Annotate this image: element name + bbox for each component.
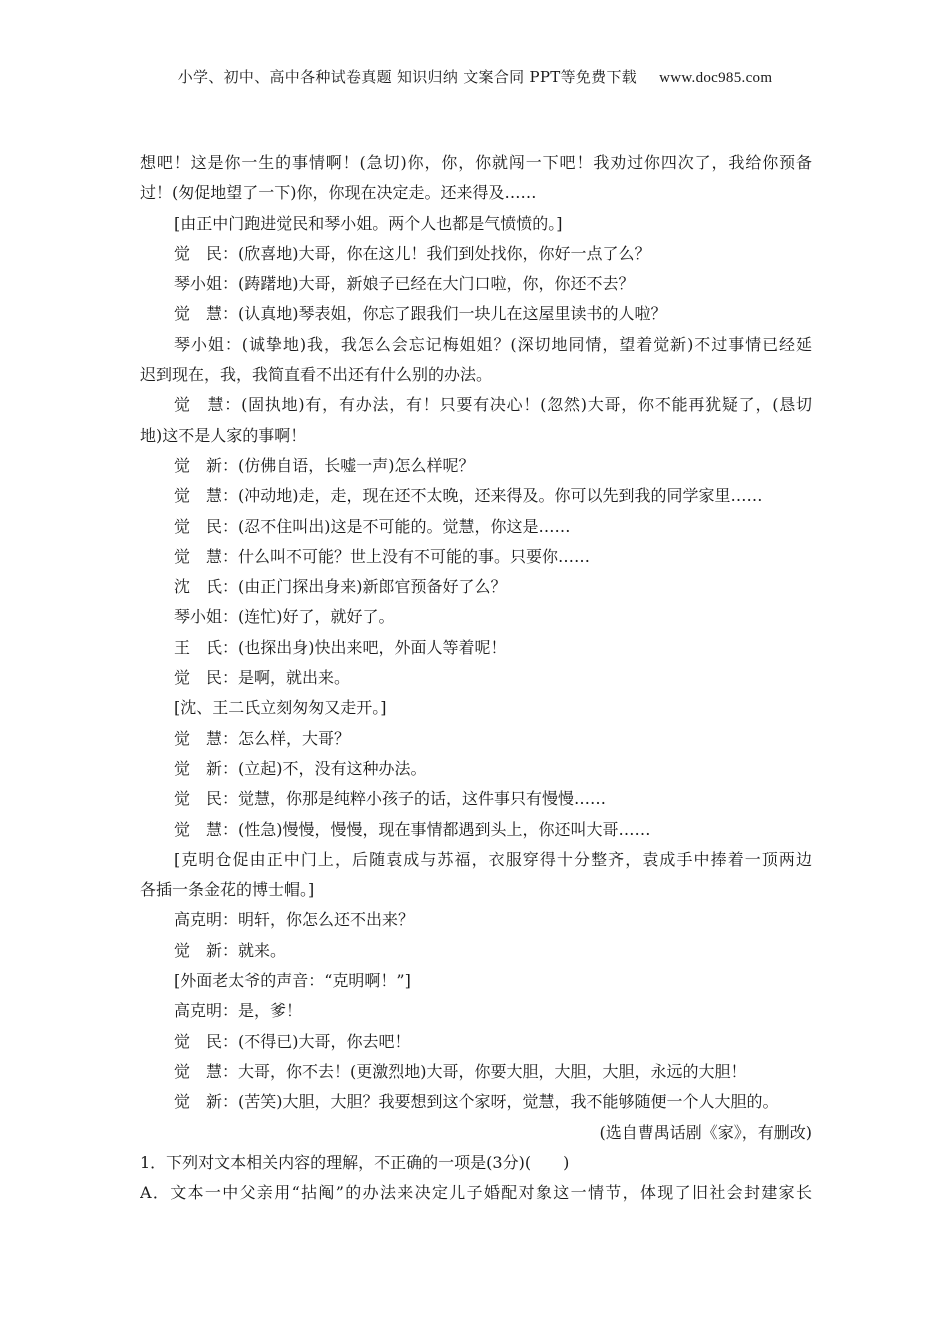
text-line: A．文本一中父亲用“拈阄”的办法来决定儿子婚配对象这一情节，体现了旧社会封建家长 bbox=[140, 1183, 812, 1203]
text-line: 觉 民：(欣喜地)大哥，你在这儿！我们到处找你，你好一点了么？ bbox=[174, 243, 651, 263]
text-line: 觉 民：觉慧，你那是纯粹小孩子的话，这件事只有慢慢…… bbox=[174, 789, 607, 809]
document-body bbox=[140, 148, 812, 1208]
text-line: 觉 民：是啊，就出来。 bbox=[174, 668, 351, 688]
text-line: 各插一条金花的博士帽。] bbox=[140, 880, 315, 900]
text-line: [外面老太爷的声音：“克明啊！”] bbox=[174, 971, 411, 991]
text-line: 地)这不是人家的事啊！ bbox=[140, 425, 307, 445]
text-line: 1．下列对文本相关内容的理解，不正确的一项是(3分)( ) bbox=[140, 1152, 570, 1172]
text-line: 琴小姐：(踌躇地)大哥，新娘子已经在大门口啦，你，你还不去？ bbox=[174, 274, 635, 294]
page-header bbox=[0, 66, 950, 87]
text-line: 过！(匆促地望了一下)你，你现在决定走。还来得及…… bbox=[140, 183, 537, 203]
text-line: 觉 民：(不得已)大哥，你去吧！ bbox=[174, 1031, 411, 1051]
header-text: 小学、初中、高中各种试卷真题 知识归纳 文案合同 PPT等免费下载 bbox=[177, 68, 638, 86]
text-line: 觉 慧：(认真地)琴表姐，你忘了跟我们一块儿在这屋里读书的人啦？ bbox=[174, 304, 667, 324]
text-line: 王 氏：(也探出身)快出来吧，外面人等着呢！ bbox=[174, 637, 507, 657]
text-line: 觉 慧：怎么样，大哥？ bbox=[174, 728, 351, 748]
text-line: 迟到现在，我，我简直看不出还有什么别的办法。 bbox=[140, 365, 493, 385]
text-line: 觉 慧：(性急)慢慢，慢慢，现在事情都遇到头上，你还叫大哥…… bbox=[174, 819, 651, 839]
text-line: 觉 新：(苦笑)大胆，大胆？我要想到这个家呀，觉慧，我不能够随便一个人大胆的。 bbox=[174, 1092, 779, 1112]
text-line: 觉 民：(忍不住叫出)这是不可能的。觉慧，你这是…… bbox=[174, 516, 571, 536]
text-line: 沈 氏：(由正门探出身来)新郎官预备好了么？ bbox=[174, 577, 507, 597]
text-line: 觉 慧：(冲动地)走，走，现在还不太晚，还来得及。你可以先到我的同学家里…… bbox=[174, 486, 763, 506]
text-line: 觉 新：(立起)不，没有这种办法。 bbox=[174, 758, 427, 778]
text-line: 高克明：是，爹！ bbox=[174, 1001, 303, 1021]
text-line: [由正中门跑进觉民和琴小姐。两个人也都是气愤愤的。] bbox=[174, 213, 563, 233]
text-line: 琴小姐：(连忙)好了，就好了。 bbox=[174, 607, 395, 627]
text-line: 觉 慧：大哥，你不去！(更激烈地)大哥，你要大胆，大胆，大胆，永远的大胆！ bbox=[174, 1061, 747, 1081]
text-line: 觉 慧：(固执地)有，有办法，有！只要有决心！(忽然)大哥，你不能再犹疑了，(恳切 bbox=[174, 395, 812, 415]
text-line: 琴小姐：(诚挚地)我，我怎么会忘记梅姐姐？(深切地同情，望着觉新)不过事情已经延 bbox=[174, 334, 812, 354]
text-line: 觉 新：(仿佛自语，长嘘一声)怎么样呢？ bbox=[174, 455, 475, 475]
text-line: 想吧！这是你一生的事情啊！(急切)你，你，你就闯一下吧！我劝过你四次了，我给你预备 bbox=[140, 153, 812, 172]
text-line: [沈、王二氏立刻匆匆又走开。] bbox=[174, 698, 387, 718]
text-line: 觉 慧：什么叫不可能？世上没有不可能的事。只要你…… bbox=[174, 546, 591, 566]
text-line: [克明仓促由正中门上，后随袁成与苏福，衣服穿得十分整齐，袁成手中捧着一顶两边 bbox=[174, 849, 812, 869]
text-line: 高克明：明轩，你怎么还不出来？ bbox=[174, 910, 415, 930]
text-line: 觉 新：就来。 bbox=[174, 940, 287, 960]
text-line: (选自曹禺话剧《家》，有删改) bbox=[599, 1122, 812, 1142]
header-url[interactable]: www.doc985.com bbox=[659, 70, 773, 86]
